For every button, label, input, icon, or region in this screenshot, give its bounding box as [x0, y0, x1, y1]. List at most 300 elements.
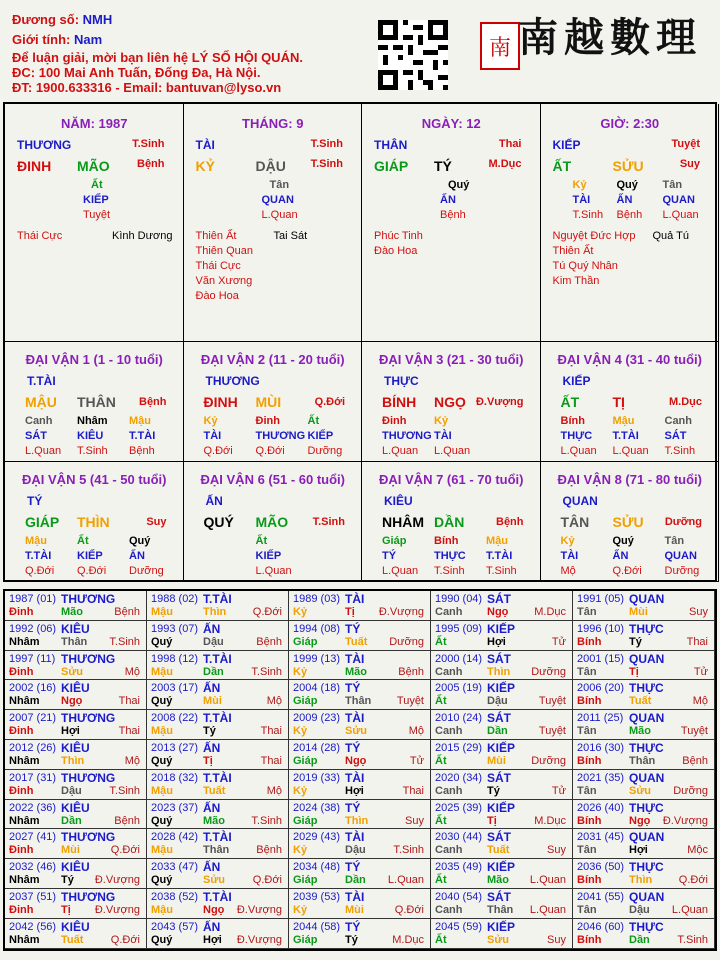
- year-stem: Tân: [577, 844, 597, 857]
- dai-van-title: ĐẠI VẬN 5 (41 - 50 tuổi): [22, 472, 167, 487]
- year-cell: [5, 800, 147, 830]
- star-label: Tai Sát: [273, 230, 308, 242]
- year-ten-god: KIÊU: [61, 741, 90, 755]
- year-branch: Thân: [203, 844, 230, 857]
- year-ten-god: T.TÀI: [203, 651, 232, 666]
- year-stage: L.Quan: [529, 874, 566, 887]
- year-cell: [147, 680, 289, 710]
- stage-label: Dưỡng: [664, 516, 702, 528]
- year-branch: Thìn: [487, 665, 511, 678]
- year-label: 1987 (01): [9, 593, 57, 605]
- hidden-stem: Bính: [434, 535, 459, 547]
- yearly-grid: [3, 589, 717, 951]
- hidden-stem: KIẾP: [307, 430, 334, 442]
- hidden-stem: T.TÀI: [486, 550, 513, 562]
- ten-god-label: ẤN: [205, 494, 223, 508]
- year-cell: [289, 859, 431, 889]
- year-label: 2033 (47): [151, 861, 199, 874]
- dai-van-cell: [184, 462, 363, 582]
- year-branch: Sửu: [487, 933, 510, 946]
- ten-god-label: QUAN: [562, 494, 598, 508]
- hidden-stem: Ất: [307, 415, 320, 427]
- year-stem: Kỷ: [293, 725, 308, 738]
- hidden-stem: Mậu: [486, 535, 508, 547]
- year-label: 2035 (49): [435, 861, 483, 874]
- year-stage: Q.Đới: [678, 874, 708, 887]
- year-ten-god: KIẾP: [487, 800, 516, 815]
- hidden-stage: L.Quan: [261, 209, 298, 221]
- year-branch: Tuất: [487, 844, 510, 857]
- year-cell: [5, 919, 147, 949]
- year-stem: Bính: [577, 695, 602, 708]
- hidden-stem: THƯƠNG: [382, 430, 432, 442]
- year-stage: Đ.Vượng: [94, 904, 140, 916]
- year-cell: [147, 889, 289, 919]
- hidden-stem: Dưỡng: [664, 565, 700, 577]
- pillar-title: NĂM: 1987: [61, 116, 128, 131]
- year-label: 2032 (46): [9, 861, 57, 874]
- year-label: 2030 (44): [435, 831, 483, 844]
- year-branch: Tuất: [61, 933, 84, 946]
- year-cell: [289, 829, 431, 859]
- year-branch: Dậu: [629, 904, 650, 916]
- hidden-stem: Quý: [612, 535, 634, 547]
- dai-van-title: ĐẠI VẬN 1 (1 - 10 tuổi): [25, 352, 163, 367]
- year-cell: [5, 770, 147, 800]
- hidden-stem: Kỷ: [203, 415, 218, 427]
- owner-line: Đương số: NMH: [12, 12, 113, 27]
- year-ten-god: T.TÀI: [203, 830, 232, 845]
- year-label: 2017 (31): [9, 771, 57, 784]
- year-stage: Dưỡng: [531, 665, 566, 678]
- year-stem: Quý: [151, 695, 173, 708]
- year-label: 2005 (19): [435, 682, 483, 695]
- year-cell: [147, 800, 289, 830]
- hidden-stem: Quý: [448, 179, 470, 191]
- year-label: 2029 (43): [293, 831, 341, 844]
- year-stage: T.Sinh: [393, 844, 424, 857]
- year-stem: Canh: [435, 784, 463, 797]
- year-ten-god: KIÊU: [61, 800, 90, 815]
- hidden-stem: T.Sinh: [434, 565, 465, 577]
- year-cell: [147, 740, 289, 770]
- year-stage: Tử: [551, 784, 566, 797]
- year-label: 2041 (55): [577, 891, 625, 903]
- year-ten-god: T.TÀI: [203, 890, 232, 904]
- earthly-branch: MÃO: [255, 514, 289, 530]
- stage-label: Thai: [498, 138, 522, 150]
- year-ten-god: TÀI: [345, 770, 365, 785]
- year-branch: Sửu: [61, 665, 84, 678]
- year-stem: Đinh: [9, 665, 34, 678]
- year-branch: Dần: [61, 814, 82, 827]
- year-branch: Mùi: [203, 695, 222, 708]
- hidden-stem: T.TÀI: [612, 430, 639, 442]
- year-label: 2020 (34): [435, 771, 483, 784]
- seal-stamp: 南: [480, 22, 520, 70]
- year-stem: Đinh: [9, 784, 34, 797]
- year-branch: Sửu: [629, 784, 652, 797]
- year-stage: M.Dục: [534, 814, 566, 827]
- year-cell: [573, 859, 715, 889]
- year-stem: Ất: [435, 933, 447, 946]
- pillar-cell: [184, 104, 363, 342]
- year-stage: Đ.Vượng: [378, 606, 424, 618]
- star-label: Thiên Quan: [195, 245, 253, 257]
- heavenly-stem: GIÁP: [374, 158, 409, 174]
- heavenly-stem: NHÂM: [382, 514, 424, 530]
- year-ten-god: THỰC: [629, 681, 664, 696]
- year-stem: Nhâm: [9, 755, 40, 767]
- year-ten-god: QUAN: [629, 711, 665, 726]
- year-branch: Thân: [487, 904, 514, 916]
- ten-god-label: THÂN: [374, 138, 408, 152]
- hidden-stem: Kỷ: [560, 535, 575, 547]
- year-stage: Q.Đới: [252, 874, 282, 887]
- year-label: 2010 (24): [435, 712, 483, 725]
- hidden-stem: L.Quan: [434, 445, 471, 457]
- year-stage: Đ.Vượng: [94, 874, 140, 887]
- year-stage: Tuyệt: [396, 695, 424, 708]
- year-stage: Suy: [405, 814, 424, 827]
- year-stage: Bệnh: [682, 755, 708, 767]
- year-cell: [147, 919, 289, 949]
- year-stem: Canh: [435, 725, 463, 738]
- year-label: 1993 (07): [151, 622, 199, 635]
- year-stage: Q.Đới: [110, 844, 140, 857]
- year-cell: [289, 710, 431, 740]
- hidden-stem: THỰC: [560, 430, 593, 442]
- year-label: 2014 (28): [293, 742, 341, 754]
- year-stem: Đinh: [9, 904, 34, 916]
- year-label: 2023 (37): [151, 801, 199, 814]
- year-stem: Nhâm: [9, 695, 40, 708]
- star-label: Thiên Ất: [195, 230, 237, 242]
- year-stem: Giáp: [293, 874, 318, 887]
- year-branch: Mùi: [61, 844, 80, 857]
- year-branch: Dần: [487, 725, 508, 738]
- earthly-branch: THÂN: [77, 394, 116, 410]
- dai-van-cell: [184, 342, 363, 462]
- year-ten-god: THƯƠNG: [61, 592, 116, 606]
- star-label: Tú Quý Nhân: [552, 260, 618, 272]
- hidden-stem: QUAN: [662, 194, 695, 206]
- year-ten-god: THƯƠNG: [61, 890, 116, 904]
- star-label: Nguyệt Đức Hợp: [552, 230, 636, 242]
- hidden-stem: Canh: [664, 415, 692, 427]
- year-ten-god: T.TÀI: [203, 770, 232, 785]
- hidden-stem: TÀI: [434, 430, 452, 442]
- year-cell: [431, 889, 573, 919]
- year-stem: Đinh: [9, 844, 34, 857]
- earthly-branch: DẦN: [434, 514, 465, 530]
- logo: 南越數理: [518, 14, 702, 61]
- contact-line-2: ĐC: 100 Mai Anh Tuấn, Đống Đa, Hà Nội.: [12, 65, 261, 80]
- year-label: 2011 (25): [577, 712, 624, 725]
- hidden-stem: L.Quan: [382, 565, 419, 577]
- year-branch: Ngọ: [61, 695, 83, 708]
- year-ten-god: ẤN: [203, 681, 221, 696]
- year-stem: Tân: [577, 784, 597, 797]
- star-label: Văn Xương: [195, 275, 253, 287]
- heavenly-stem: ĐINH: [17, 158, 52, 174]
- year-label: 2024 (38): [293, 801, 341, 814]
- hidden-stem: Kỷ: [434, 415, 449, 427]
- star-label: Thiên Ất: [552, 245, 594, 257]
- year-branch: Tý: [61, 874, 74, 887]
- year-stage: Mộ: [692, 695, 708, 708]
- hidden-stem: Mậu: [25, 535, 47, 547]
- year-label: 2002 (16): [9, 682, 57, 695]
- year-ten-god: ẤN: [203, 741, 221, 755]
- year-label: 2046 (60): [577, 920, 625, 933]
- year-ten-god: TÀI: [345, 592, 365, 606]
- year-label: 1994 (08): [293, 622, 341, 635]
- year-cell: [431, 740, 573, 770]
- year-ten-god: THỰC: [629, 860, 664, 875]
- year-stem: Quý: [151, 755, 173, 767]
- year-cell: [431, 591, 573, 621]
- year-branch: Ngọ: [629, 814, 651, 827]
- year-label: 2025 (39): [435, 801, 483, 814]
- year-cell: [573, 770, 715, 800]
- year-stage: Thai: [260, 755, 282, 767]
- year-stem: Ất: [435, 874, 447, 887]
- year-cell: [573, 889, 715, 919]
- year-label: 2016 (30): [577, 742, 625, 754]
- year-ten-god: KIÊU: [61, 621, 90, 636]
- hidden-stem: Ất: [77, 535, 89, 547]
- heavenly-stem: BÍNH: [382, 394, 417, 410]
- hidden-stem: L.Quan: [560, 445, 597, 457]
- year-ten-god: KIÊU: [61, 681, 90, 696]
- dai-van-cell: [362, 342, 541, 462]
- year-stem: Quý: [151, 814, 173, 827]
- year-branch: Hợi: [61, 725, 80, 738]
- year-cell: [147, 651, 289, 681]
- gender-line: Giới tính: Nam: [12, 32, 103, 47]
- year-ten-god: ẤN: [203, 919, 221, 934]
- year-stem: Mậu: [151, 725, 173, 738]
- year-ten-god: ẤN: [203, 621, 221, 636]
- year-cell: [289, 770, 431, 800]
- year-stage: Bệnh: [398, 665, 424, 678]
- year-label: 2021 (35): [577, 771, 625, 784]
- year-branch: Tị: [629, 665, 639, 678]
- hidden-stem: KIẾP: [77, 550, 103, 562]
- earthly-branch: DẬU: [255, 158, 286, 174]
- year-ten-god: QUAN: [629, 830, 665, 845]
- year-cell: [5, 859, 147, 889]
- year-cell: [573, 919, 715, 949]
- year-ten-god: T.TÀI: [203, 711, 232, 726]
- year-branch: Hợi: [203, 933, 222, 946]
- year-ten-god: SÁT: [487, 711, 511, 726]
- ten-god-label: KIÊU: [384, 494, 413, 508]
- year-ten-god: QUAN: [629, 651, 665, 666]
- star-label: Quả Tú: [652, 230, 689, 242]
- pillar-title: NGÀY: 12: [421, 116, 481, 131]
- year-branch: Ngọ: [487, 606, 509, 618]
- year-stem: Bính: [577, 635, 602, 648]
- ten-god-label: THỰC: [384, 374, 419, 388]
- year-cell: [147, 770, 289, 800]
- year-ten-god: KIÊU: [61, 919, 90, 934]
- year-branch: Thìn: [203, 606, 227, 618]
- pillars-grid: [3, 102, 717, 582]
- year-ten-god: THƯƠNG: [61, 770, 116, 785]
- hidden-stem: Mậu: [612, 415, 635, 427]
- year-label: 1989 (03): [293, 593, 341, 605]
- year-cell: [5, 889, 147, 919]
- year-stage: Bệnh: [256, 844, 282, 857]
- year-label: 2000 (14): [435, 652, 483, 665]
- year-branch: Tị: [345, 606, 355, 618]
- year-label: 2026 (40): [577, 801, 625, 814]
- year-stem: Quý: [151, 933, 173, 946]
- hidden-stem: KIẾP: [255, 550, 282, 562]
- year-ten-god: THỰC: [629, 800, 664, 815]
- year-stem: Đinh: [9, 725, 34, 738]
- year-ten-god: SÁT: [487, 770, 511, 785]
- star-label: Đào Hoa: [374, 245, 418, 257]
- hidden-stem: Q.Đới: [77, 565, 107, 577]
- year-ten-god: THƯƠNG: [61, 651, 116, 666]
- year-stage: T.Sinh: [109, 784, 140, 797]
- year-branch: Mão: [345, 665, 367, 678]
- year-cell: [431, 829, 573, 859]
- year-branch: Tị: [61, 904, 71, 916]
- hidden-stem: Giáp: [382, 535, 407, 547]
- year-ten-god: KIẾP: [487, 860, 516, 875]
- year-cell: [573, 651, 715, 681]
- year-stage: Q.Đới: [110, 933, 140, 946]
- year-cell: [147, 829, 289, 859]
- hidden-stem: Q.Đới: [612, 565, 642, 577]
- dai-van-cell: [541, 462, 720, 582]
- year-cell: [431, 919, 573, 949]
- year-stem: Ất: [435, 695, 447, 708]
- heavenly-stem: KỶ: [195, 158, 215, 174]
- pillar-cell: [362, 104, 541, 342]
- year-label: 2007 (21): [9, 712, 57, 725]
- year-stage: Dưỡng: [673, 784, 708, 797]
- hidden-stem: Kỷ: [572, 179, 587, 191]
- year-stem: Mậu: [151, 784, 173, 797]
- year-cell: [431, 680, 573, 710]
- year-stage: Mộc: [687, 844, 708, 857]
- year-ten-god: SÁT: [487, 830, 511, 845]
- qr-code-icon: [378, 20, 448, 90]
- year-cell: [289, 919, 431, 949]
- year-stage: Thai: [118, 695, 140, 708]
- ten-god-label: TÝ: [27, 494, 43, 508]
- year-branch: Sửu: [203, 874, 226, 887]
- year-ten-god: TÝ: [345, 741, 361, 755]
- hidden-stem: SÁT: [664, 430, 687, 442]
- year-stage: T.Sinh: [251, 814, 282, 827]
- earthly-branch: THÌN: [77, 514, 110, 530]
- hidden-stem: Q.Đới: [255, 445, 285, 457]
- hidden-ten-god: ẤN: [440, 194, 456, 206]
- year-branch: Tuất: [345, 635, 368, 648]
- year-stem: Canh: [435, 606, 463, 618]
- year-branch: Sửu: [345, 725, 368, 738]
- hidden-stem: Quý: [616, 179, 638, 191]
- ten-god-label: THƯƠNG: [205, 374, 260, 388]
- year-ten-god: TÝ: [345, 800, 361, 815]
- year-stem: Quý: [151, 874, 173, 887]
- hidden-stem: THƯƠNG: [255, 430, 306, 442]
- year-stem: Kỷ: [293, 844, 308, 857]
- year-branch: Thìn: [345, 814, 369, 827]
- year-stem: Nhâm: [9, 635, 40, 648]
- year-cell: [289, 740, 431, 770]
- year-stem: Tân: [577, 665, 597, 678]
- stage-label: T.Sinh: [312, 516, 345, 528]
- year-branch: Thìn: [629, 874, 653, 887]
- dai-van-title: ĐẠI VẬN 3 (21 - 30 tuổi): [379, 352, 524, 367]
- year-branch: Dậu: [345, 844, 366, 857]
- year-ten-god: TÀI: [345, 711, 365, 726]
- year-branch: Tý: [345, 933, 358, 946]
- year-cell: [431, 651, 573, 681]
- year-stage: Đ.Vượng: [662, 814, 708, 827]
- year-stem: Nhâm: [9, 933, 40, 946]
- year-stage: Suy: [689, 606, 708, 618]
- year-label: 2001 (15): [577, 652, 625, 665]
- star-label: Phúc Tinh: [374, 230, 423, 242]
- hidden-ten-god: QUAN: [261, 194, 294, 206]
- year-cell: [431, 800, 573, 830]
- year-stage: Bệnh: [114, 606, 140, 618]
- year-stem: Ất: [435, 814, 447, 827]
- year-label: 1992 (06): [9, 622, 57, 635]
- year-stage: Đ.Vượng: [236, 904, 282, 916]
- year-label: 2043 (57): [151, 920, 199, 933]
- hidden-stem: Mậu: [129, 415, 151, 427]
- year-label: 2008 (22): [151, 712, 199, 725]
- year-cell: [289, 680, 431, 710]
- earthly-branch: TỊ: [612, 394, 625, 410]
- year-stage: Suy: [547, 844, 566, 857]
- hidden-stem: Đinh: [382, 415, 407, 427]
- year-ten-god: THƯƠNG: [61, 711, 116, 726]
- year-label: 2015 (29): [435, 742, 483, 754]
- year-label: 2045 (59): [435, 920, 483, 933]
- year-ten-god: ẤN: [203, 860, 221, 875]
- year-stage: Tuyệt: [538, 695, 566, 708]
- dai-van-cell: [541, 342, 720, 462]
- hidden-stem: Canh: [25, 415, 53, 427]
- year-cell: [289, 651, 431, 681]
- year-label: 2027 (41): [9, 831, 57, 844]
- year-stage: M.Dục: [534, 606, 566, 618]
- year-ten-god: THỰC: [629, 741, 664, 755]
- year-branch: Tuất: [203, 784, 226, 797]
- year-stem: Tân: [577, 725, 597, 738]
- hidden-stem: L.Quan: [612, 445, 649, 457]
- year-stem: Bính: [577, 874, 602, 887]
- year-cell: [573, 680, 715, 710]
- year-label: 2028 (42): [151, 831, 199, 844]
- year-stem: Ất: [435, 635, 447, 648]
- year-stage: Dưỡng: [531, 755, 566, 767]
- year-stem: Canh: [435, 904, 463, 916]
- hidden-stem: TÝ: [382, 550, 397, 562]
- hidden-stem: Bệnh: [129, 445, 155, 457]
- year-stage: L.Quan: [671, 904, 708, 916]
